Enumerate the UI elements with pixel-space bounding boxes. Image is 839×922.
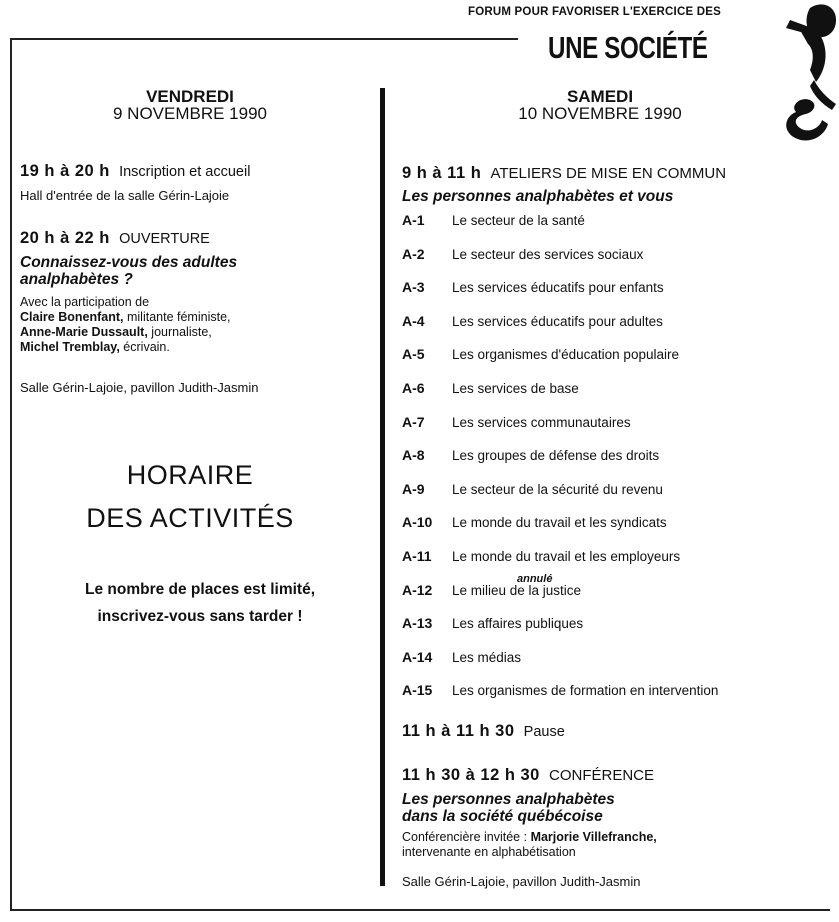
workshop-item [402, 573, 582, 598]
workshop-item [402, 514, 667, 530]
conference-subtitle-line2: dans la société québécoise [402, 808, 603, 825]
workshop-label: Le secteur de la sécurité du revenu [452, 482, 663, 497]
schedule-title [30, 460, 350, 534]
workshop-label: Le secteur des services sociaux [452, 247, 644, 262]
friday-slot1 [20, 162, 250, 181]
participation-intro: Avec la participation de [20, 295, 150, 309]
workshop-label: Les services de base [452, 381, 579, 396]
workshop-label: Les groupes de défense des droits [452, 448, 660, 463]
friday-question [20, 254, 237, 288]
workshop-code: A-11 [402, 548, 432, 564]
friday-slot2-time: 20 h à 22 h [20, 229, 110, 247]
workshop-code: A-8 [402, 447, 425, 463]
saturday-day: SAMEDI [566, 87, 634, 106]
saturday-slot1-sub: Les personnes analphabètes et vous [402, 188, 674, 205]
workshop-code: A-3 [402, 279, 425, 295]
pause-label: Pause [523, 724, 565, 740]
workshop-item [402, 414, 631, 430]
saturday-slot1-time: 9 h à 11 h [402, 164, 482, 182]
society-title: UNE SOCIÉTÉ [548, 30, 708, 65]
workshop-code: A-13 [402, 615, 433, 631]
saturday-heading [470, 88, 730, 122]
friday-slot1-time: 19 h à 20 h [20, 162, 110, 180]
participant-name: Michel Tremblay, [20, 340, 120, 354]
workshop-item [402, 481, 663, 497]
friday-slot2 [20, 229, 210, 248]
participant-role: écrivain. [123, 340, 170, 354]
conference-subtitle-line1: Les personnes analphabètes [402, 791, 615, 808]
workshop-label: Le monde du travail et les employeurs [452, 549, 681, 564]
workshop-code: A-1 [402, 212, 425, 228]
workshop-code: A-9 [402, 481, 425, 497]
friday-participants [20, 295, 360, 355]
workshop-item [402, 279, 664, 295]
friday-heading [60, 88, 320, 122]
friday-date: 9 NOVEMBRE 1990 [112, 104, 267, 123]
frame-bottom-border [10, 909, 830, 911]
workshop-code: A-12 [402, 582, 433, 598]
workshop-label: Les organismes de formation en intervention [452, 683, 719, 698]
limited-line1: Le nombre de places est limité, [85, 581, 315, 598]
conference-place: Salle Gérin-Lajoie, pavillon Judith-Jasmin [402, 874, 641, 889]
friday-place: Salle Gérin-Lajoie, pavillon Judith-Jasmin [20, 380, 259, 395]
workshop-code: A-14 [402, 649, 433, 665]
participant-role: militante féministe, [126, 310, 231, 324]
friday-slot2-title: OUVERTURE [119, 231, 210, 247]
limited-line2: inscrivez-vous sans tarder ! [97, 608, 303, 625]
workshop-code: A-5 [402, 346, 425, 362]
workshop-label: Les services éducatifs pour enfants [452, 280, 664, 295]
conference-slot [402, 766, 654, 785]
workshop-code: A-6 [402, 380, 425, 396]
workshop-label: Les organismes d'éducation populaire [452, 347, 679, 362]
frame-top-border [10, 38, 518, 40]
conference-title: CONFÉRENCE [549, 767, 655, 784]
friday-day: VENDREDI [146, 87, 234, 106]
participant-role: journaliste, [151, 325, 212, 339]
workshop-code: A-2 [402, 246, 425, 262]
workshop-item [402, 682, 718, 698]
column-divider [380, 88, 385, 886]
workshop-item [402, 649, 521, 665]
workshop-label: Le milieu de la justice [452, 583, 582, 598]
schedule-title-line1: HORAIRE [126, 460, 254, 490]
workshop-item [402, 246, 643, 262]
workshop-code: A-10 [402, 514, 433, 530]
guest-name: Marjorie Villefranche, [530, 830, 657, 844]
saturday-slot1 [402, 164, 726, 183]
pause-time: 11 h à 11 h 30 [402, 722, 515, 740]
saturday-date: 10 NOVEMBRE 1990 [518, 104, 682, 123]
workshop-label: Les services communautaires [452, 415, 631, 430]
workshop-label: Le monde du travail et les syndicats [452, 515, 667, 530]
forum-heading: FORUM POUR FAVORISER L'EXERCICE DES [468, 6, 721, 18]
workshop-item [402, 548, 680, 564]
workshop-item [402, 313, 663, 329]
friday-question-line2: analphabètes ? [20, 271, 133, 288]
workshop-label: Les médias [452, 650, 522, 665]
schedule-title-line2: DES ACTIVITÉS [86, 503, 294, 533]
workshop-item [402, 212, 585, 228]
saturday-slot1-title: ATELIERS DE MISE EN COMMUN [490, 165, 727, 182]
friday-slot1-place: Hall d'entrée de la salle Gérin-Lajoie [20, 188, 230, 203]
pause-slot [402, 722, 565, 741]
participant-name: Claire Bonenfant, [20, 310, 124, 324]
workshop-code: A-7 [402, 414, 425, 430]
workshop-item [402, 380, 579, 396]
friday-question-line1: Connaissez-vous des adultes [20, 254, 238, 271]
cancelled-note: annulé [517, 573, 553, 585]
workshop-item [402, 447, 659, 463]
frame-left-border [10, 38, 12, 910]
workshop-label: Le secteur de la santé [452, 213, 585, 228]
runner-illustration [770, 0, 839, 155]
conference-time: 11 h 30 à 12 h 30 [402, 766, 540, 784]
workshop-label: Les services éducatifs pour adultes [452, 314, 663, 329]
workshop-item [402, 346, 679, 362]
limited-places-notice [30, 576, 370, 630]
workshop-item [402, 615, 583, 631]
conference-guest [402, 830, 822, 860]
guest-role: intervenante en alphabétisation [402, 845, 576, 859]
workshop-code: A-4 [402, 313, 425, 329]
conference-subtitle [402, 791, 615, 825]
friday-slot1-title: Inscription et accueil [119, 164, 251, 180]
guest-label: Conférencière invitée : [402, 830, 528, 844]
workshop-code: A-15 [402, 682, 433, 698]
participant-name: Anne-Marie Dussault, [20, 325, 148, 339]
workshop-label: Les affaires publiques [452, 616, 584, 631]
